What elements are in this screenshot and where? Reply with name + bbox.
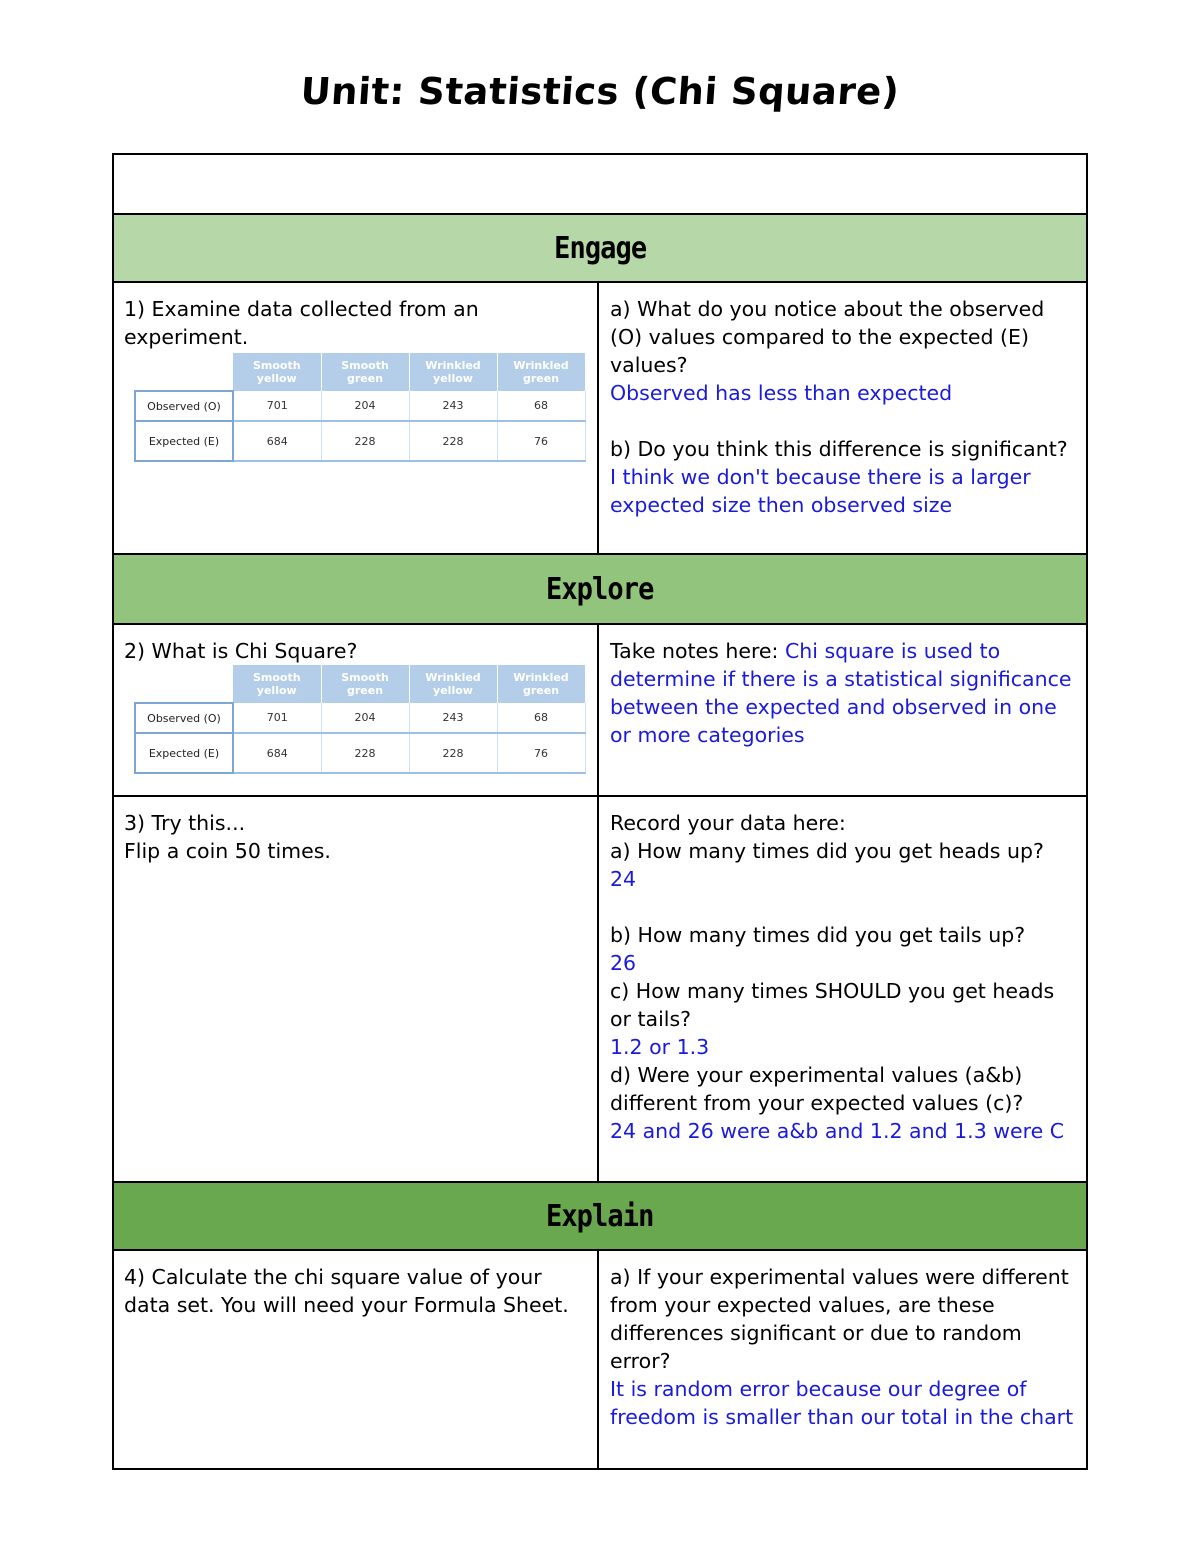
table-row [135,703,585,733]
answer-c: 1.2 or 1.3 [610,1035,710,1059]
explain-row [114,1251,1086,1468]
question-1: 1) Examine data collected from an experiment. [124,297,479,349]
question-c: c) How many times SHOULD you get heads or tails? [610,979,1055,1031]
table-header: Smooth green [321,353,409,391]
table-header: Smooth yellow [233,353,321,391]
question-4: 4) Calculate the chi square value of your data set. You will need your Formula Sheet. [124,1265,569,1317]
table-cell: 243 [409,391,497,421]
table-cell: 228 [409,733,497,773]
answer-a: 24 [610,867,637,891]
table-cell: 701 [233,703,321,733]
answer-d: 24 and 26 were a&b and 1.2 and 1.3 were C [610,1119,1065,1143]
engage-question-cell [114,283,599,553]
explore-question-cell [114,625,599,795]
table-header: Smooth green [321,665,409,703]
table-cell: 228 [321,733,409,773]
question-b: b) Do you think this difference is significant? [610,437,1068,461]
record-label: Record your data here: [610,811,846,835]
explore-banner-label: Explore [546,571,654,607]
table-header: Wrinkled yellow [409,665,497,703]
table-cell: 684 [233,733,321,773]
notes-answer: Chi square is used to determine if there is a statistical significance between the expected and observed in one or more categories [610,639,1072,747]
question-d: d) Were your experimental values (a&b) different from your expected values (c)? [610,1063,1024,1115]
answer-b: I think we don't because there is a larger expected size then observed size [610,465,1031,517]
engage-banner-label: Engage [553,230,647,266]
question-3-title: 3) Try this... [124,811,246,835]
question-2: 2) What is Chi Square? [124,639,358,663]
engage-row [114,283,1086,555]
data-table-explore [134,665,586,774]
question-3-instruction: Flip a coin 50 times. [124,839,331,863]
question-a: a) What do you notice about the observed (O) values compared to the expected (E) values? [610,297,1045,377]
explore-row-2 [114,797,1086,1183]
table-header: Wrinkled green [497,665,585,703]
table-cell: 228 [321,421,409,461]
table-cell: 68 [497,391,585,421]
table-row [135,733,585,773]
worksheet-table [112,153,1088,1470]
notes-label: Take notes here: [610,639,785,663]
table-cell: 76 [497,421,585,461]
page-title: Unit: Statistics (Chi Square) [299,70,901,113]
explain-answer-cell [599,1251,1086,1468]
question-a: a) How many times did you get heads up? [610,839,1044,863]
explain-banner [114,1183,1086,1251]
question-b: b) How many times did you get tails up? [610,923,1026,947]
engage-answer-cell [599,283,1086,553]
question-a: a) If your experimental values were different from your expected values, are these differences significant or due to random error? [610,1265,1069,1373]
table-cell: 684 [233,421,321,461]
explain-banner-label: Explain [546,1198,654,1234]
table-cell: 68 [497,703,585,733]
answer-a: Observed has less than expected [610,381,953,405]
row-label: Expected (E) [135,733,233,773]
notes-cell [599,625,1086,795]
record-data-cell [599,797,1086,1181]
answer-b: 26 [610,951,637,975]
answer-a: It is random error because our degree of freedom is smaller than our total in the chart [610,1377,1074,1429]
empty-header-row [114,155,1086,215]
table-cell: 243 [409,703,497,733]
table-cell: 204 [321,703,409,733]
explore-row-1 [114,625,1086,797]
table-header-row [135,665,585,703]
table-header: Smooth yellow [233,665,321,703]
explore-banner [114,555,1086,625]
data-table-engage [134,353,586,462]
engage-banner [114,215,1086,283]
table-cell: 204 [321,391,409,421]
try-this-cell [114,797,599,1181]
explain-question-cell [114,1251,599,1468]
table-header: Wrinkled green [497,353,585,391]
table-cell: 76 [497,733,585,773]
table-cell: 701 [233,391,321,421]
row-label: Observed (O) [135,391,233,421]
table-cell: 228 [409,421,497,461]
table-row [135,391,585,421]
table-header: Wrinkled yellow [409,353,497,391]
table-header-row [135,353,585,391]
table-row [135,421,585,461]
row-label: Expected (E) [135,421,233,461]
row-label: Observed (O) [135,703,233,733]
